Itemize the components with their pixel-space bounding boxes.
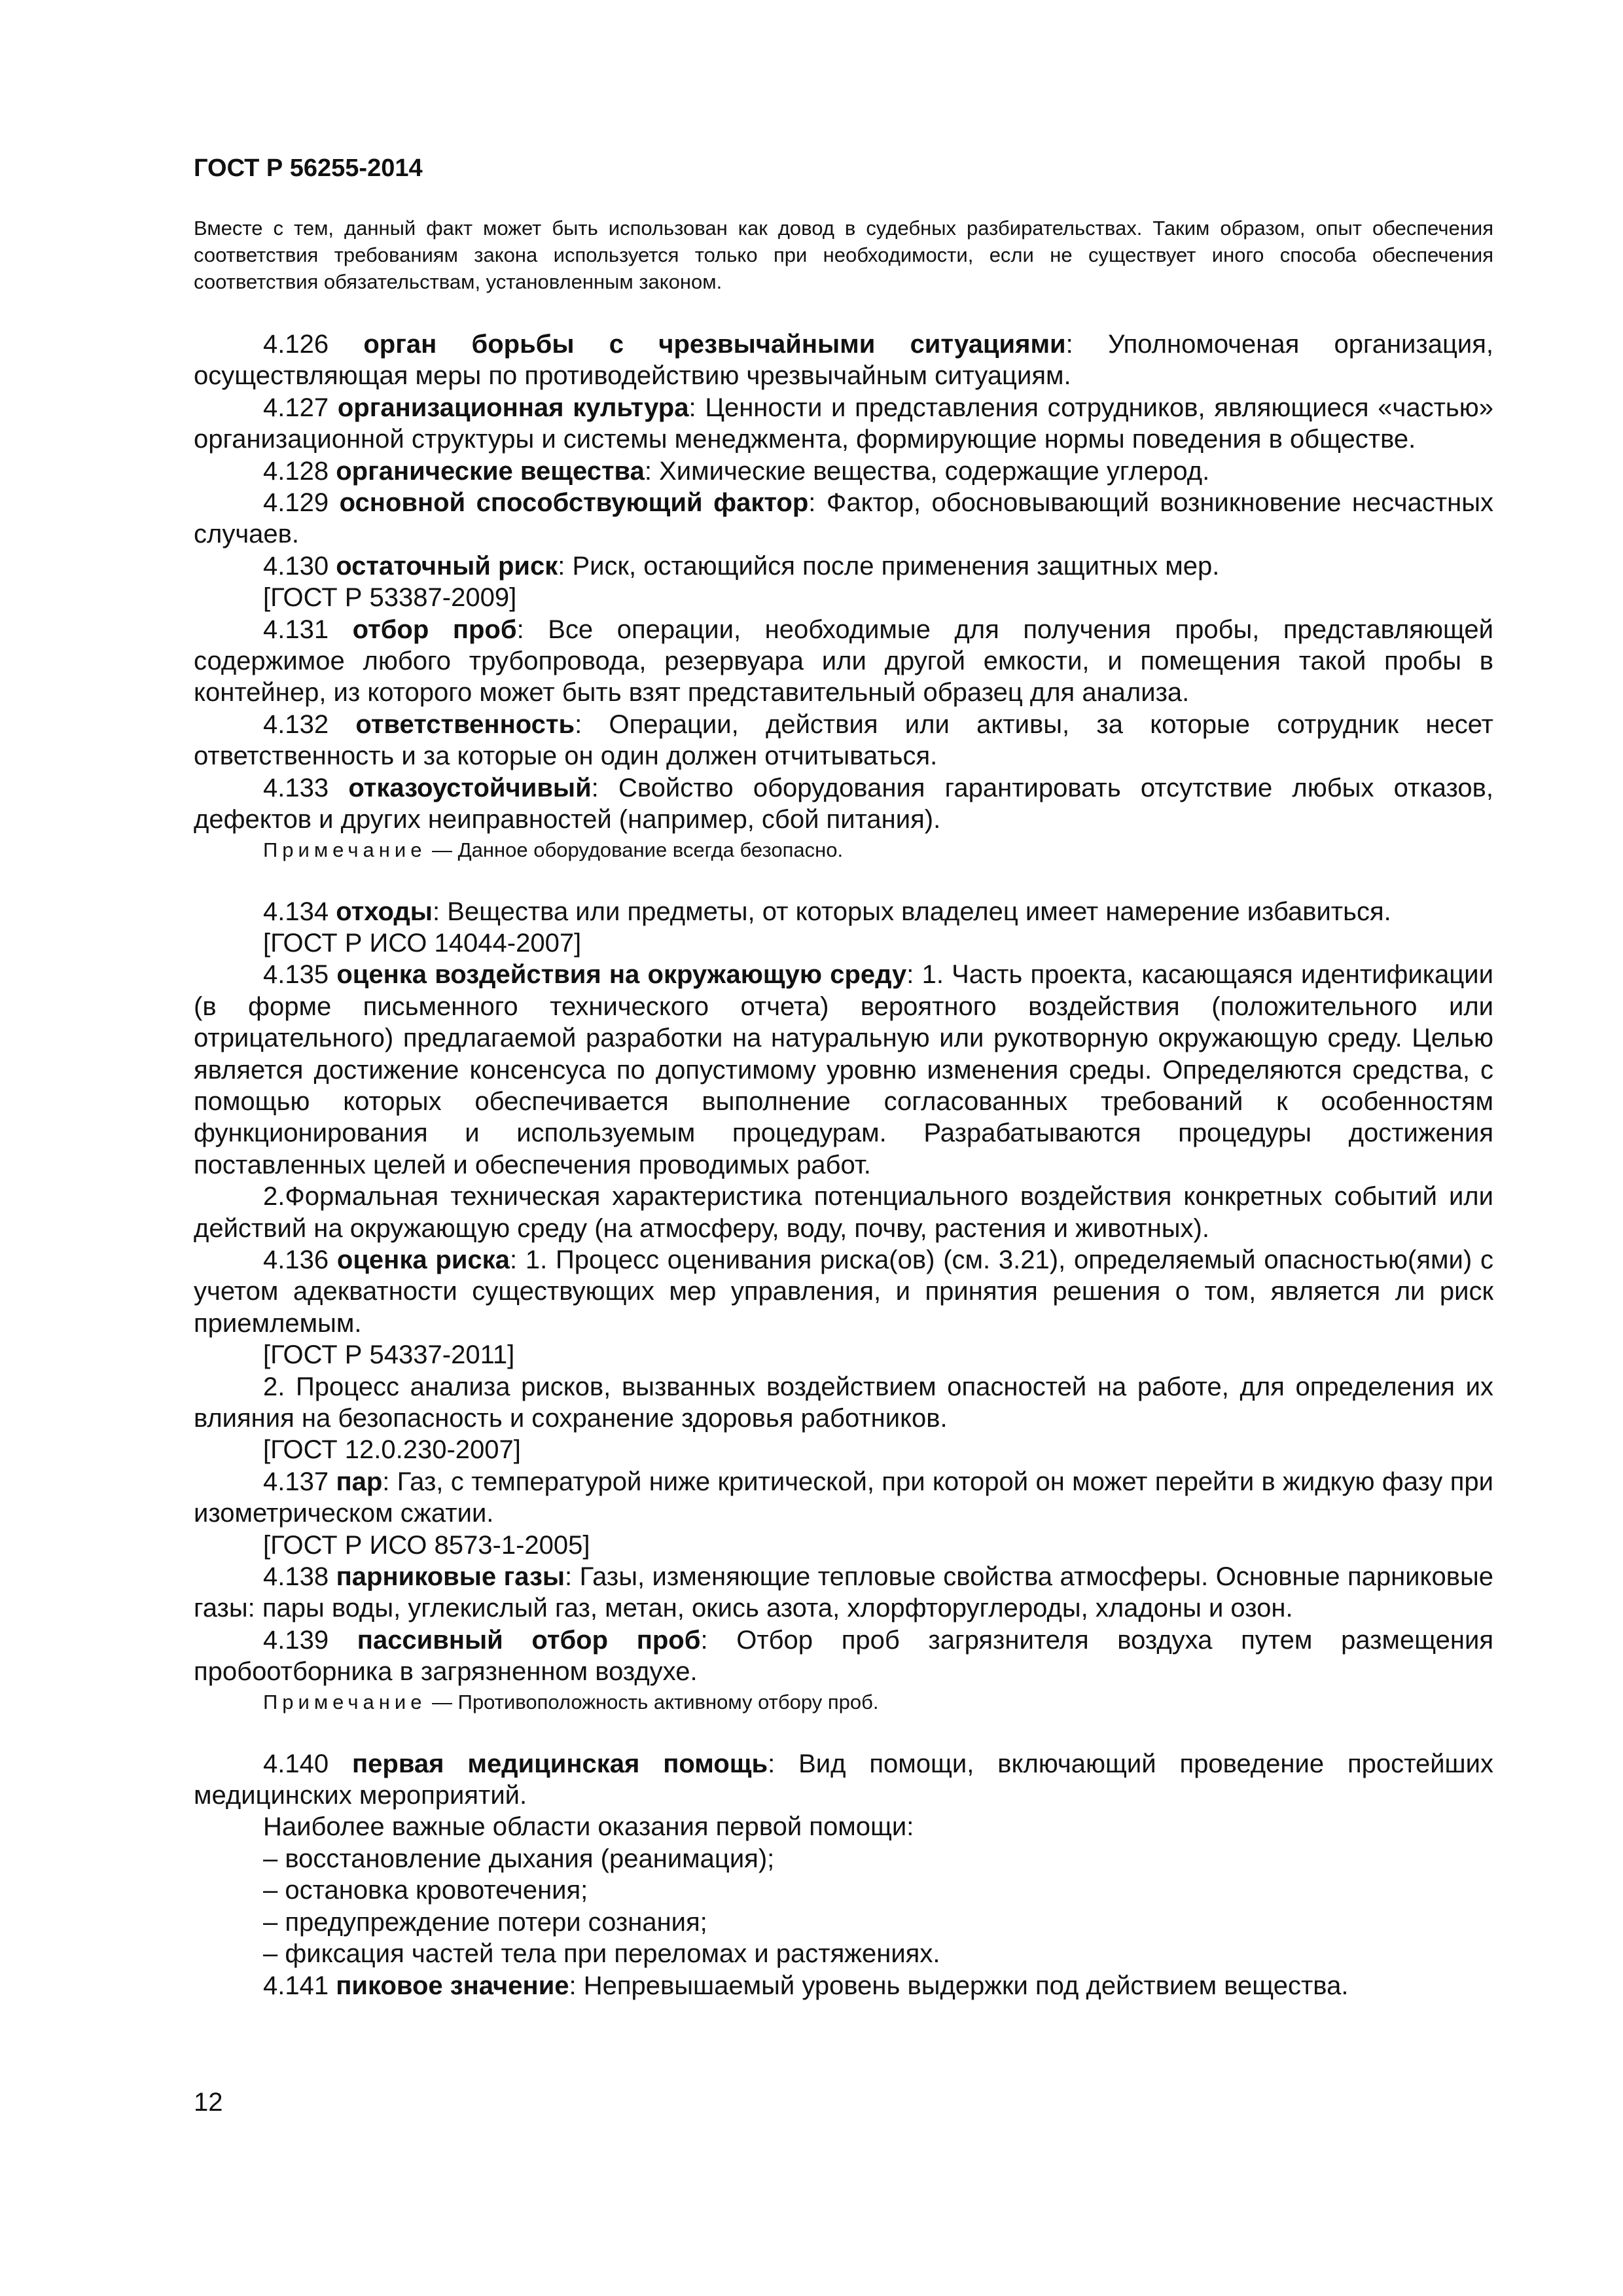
term-entry-4-134	[194, 896, 1493, 927]
term-entry-4-141	[194, 1970, 1493, 2001]
term-name: пассивный отбор проб	[357, 1625, 701, 1655]
term-name: основной способствующий фактор	[339, 488, 809, 518]
note	[194, 836, 1493, 865]
term-entry-4-129	[194, 487, 1493, 550]
term-definition: : 1. Процесс оценивания риска(ов) (см. 3.21), определяемый опасностью(ями) с учетом адекватности существующих мер управления, и принятия решения о том, является ли риск приемлемым.	[194, 1245, 1493, 1338]
term-name: ответственность	[355, 709, 575, 739]
term-name: оценка воздействия на окружающую среду	[336, 960, 907, 990]
term-definition: : Отбор проб загрязнителя воздуха путем размещения пробоотборника в загрязненном воздухе.	[194, 1625, 1493, 1687]
term-name: оценка риска	[336, 1245, 510, 1274]
list-item: – восстановление дыхания (реанимация);	[263, 1844, 775, 1873]
term-number: 4.134	[263, 897, 329, 926]
term-definition: : Риск, остающийся после применения защитных мер.	[558, 551, 1220, 581]
list-intro: Наиболее важные области оказания первой помощи:	[263, 1812, 914, 1842]
term-name: отказоустойчивый	[348, 773, 592, 802]
term-entry-4-128	[194, 456, 1493, 487]
note-text: — Данное оборудование всегда безопасно.	[426, 838, 844, 861]
note	[194, 1688, 1493, 1717]
list-item: – остановка кровотечения;	[263, 1876, 588, 1905]
term-entry-4-137	[194, 1466, 1493, 1530]
term-definition-part-2: 2. Процесс анализа рисков, вызванных воздействием опасностей на работе, для определения их влияния на безопасность и сохранение здоровья работников.	[194, 1372, 1493, 1433]
term-definition: : Операции, действия или активы, за которые сотрудник несет ответственность и за которые он один должен отчитываться.	[194, 709, 1493, 771]
term-entry-4-135	[194, 959, 1493, 1181]
document-header: ГОСТ Р 56255-2014	[194, 154, 423, 182]
term-number: 4.135	[263, 960, 329, 990]
source-reference: [ГОСТ Р ИСО 8573-1-2005]	[263, 1530, 590, 1560]
term-definition: : Непревышаемый уровень выдержки под действием вещества.	[569, 1971, 1349, 2000]
term-definition: : Фактор, обосновывающий возникновение несчастных случаев.	[194, 488, 1493, 549]
preamble-paragraph: Вместе с тем, данный факт может быть использован как довод в судебных разбирательствах. Таким образом, опыт обеспечения соответствия требованиям закона используется только при необходимости, если не существует иного способа обеспечения соответствия обязательствам, установленным законом.	[194, 217, 1493, 293]
term-definition-part-2: 2.Формальная техническая характеристика потенциального воздействия конкретных событий или действий на окружающую среду (на атмосферу, воду, почву, растения и животных).	[194, 1182, 1493, 1243]
term-definition: : Газы, изменяющие тепловые свойства атмосферы. Основные парниковые газы: пары воды, углекислый газ, метан, окись азота, хлорфторуглероды, хладоны и озон.	[194, 1562, 1493, 1623]
terms-list	[194, 329, 1493, 2001]
page-number: 12	[194, 2088, 223, 2117]
list-item: – предупреждение потери сознания;	[263, 1907, 707, 1937]
term-number: 4.133	[263, 773, 329, 802]
source-reference: [ГОСТ 12.0.230-2007]	[263, 1435, 521, 1465]
term-number: 4.140	[263, 1749, 329, 1778]
term-number: 4.129	[263, 488, 329, 518]
term-entry-4-138	[194, 1561, 1493, 1624]
term-definition: : Уполномоченая организация, осуществляющая меры по противодействию чрезвычайным ситуациям.	[194, 330, 1493, 391]
note-text: — Противоположность активному отбору проб.	[426, 1690, 879, 1713]
term-definition: : 1. Часть проекта, касающаяся идентификации (в форме письменного технического отчета) вероятного воздействия (положительного или отрицательного) предлагаемой разработки на натуральную или рукотворную окружающую среду. Целью является достижение консенсуса по допустимому уровню изменения среды. Определяются средства, с помощью которых обеспечивается выполнение согласованных требований к особенностям функционирования и используемым процедурам. Разрабатываются процедуры достижения поставленных целей и обеспечения проводимых работ.	[194, 960, 1493, 1179]
term-name: организационная культура	[337, 393, 689, 422]
source-reference: [ГОСТ Р 53387-2009]	[263, 583, 517, 613]
term-name: органические вещества	[336, 456, 645, 486]
term-entry-4-139	[194, 1624, 1493, 1688]
term-name: пар	[336, 1467, 383, 1496]
note-label: Примечание	[263, 1690, 427, 1713]
term-number: 4.131	[263, 615, 329, 644]
term-entry-4-130	[194, 550, 1493, 582]
term-definition: : Ценности и представления сотрудников, являющиеся «частью» организационной структуры и системы менеджмента, формирующие нормы поведения в обществе.	[194, 393, 1493, 454]
term-name: остаточный риск	[336, 551, 558, 581]
term-number: 4.137	[263, 1467, 329, 1496]
term-definition: : Свойство оборудования гарантировать отсутствие любых отказов, дефектов и других неиправностей (например, сбой питания).	[194, 773, 1493, 834]
term-number: 4.139	[263, 1625, 329, 1655]
term-number: 4.138	[263, 1562, 329, 1592]
term-entry-4-133	[194, 772, 1493, 836]
term-definition: : Вид помощи, включающий проведение простейших медицинских мероприятий.	[194, 1749, 1493, 1810]
term-entry-4-140	[194, 1748, 1493, 1812]
term-number: 4.126	[263, 330, 329, 359]
term-name: отходы	[336, 897, 433, 926]
list-item: – фиксация частей тела при переломах и растяжениях.	[263, 1939, 940, 1969]
term-entry-4-126	[194, 329, 1493, 392]
term-number: 4.127	[263, 393, 329, 422]
term-name: парниковые газы	[336, 1562, 565, 1592]
term-name: первая медицинская помощь	[351, 1749, 768, 1778]
term-number: 4.130	[263, 551, 329, 581]
source-reference: [ГОСТ Р ИСО 14044-2007]	[263, 928, 582, 958]
term-number: 4.136	[263, 1245, 329, 1274]
term-name: отбор проб	[352, 615, 517, 644]
term-definition: : Вещества или предметы, от которых владелец имеет намерение избавиться.	[432, 897, 1391, 926]
term-entry-4-131	[194, 614, 1493, 709]
term-name: орган борьбы с чрезвычайными ситуациями	[363, 330, 1066, 359]
term-entry-4-127	[194, 392, 1493, 456]
term-entry-4-136	[194, 1244, 1493, 1339]
term-number: 4.141	[263, 1971, 329, 2000]
note-label: Примечание	[263, 838, 427, 861]
term-name: пиковое значение	[336, 1971, 569, 2000]
term-number: 4.132	[263, 709, 329, 739]
term-definition: : Химические вещества, содержащие углерод.	[644, 456, 1210, 486]
term-number: 4.128	[263, 456, 329, 486]
source-reference: [ГОСТ Р 54337-2011]	[263, 1340, 515, 1370]
term-definition: : Газ, с температурой ниже критической, при которой он может перейти в жидкую фазу при изометрическом сжатии.	[194, 1467, 1493, 1528]
term-entry-4-132	[194, 709, 1493, 772]
term-definition: : Все операции, необходимые для получения пробы, представляющей содержимое любого трубопровода, резервуара или другой емкости, и помещения такой пробы в контейнер, из которого может быть взят представительный образец для анализа.	[194, 615, 1493, 708]
